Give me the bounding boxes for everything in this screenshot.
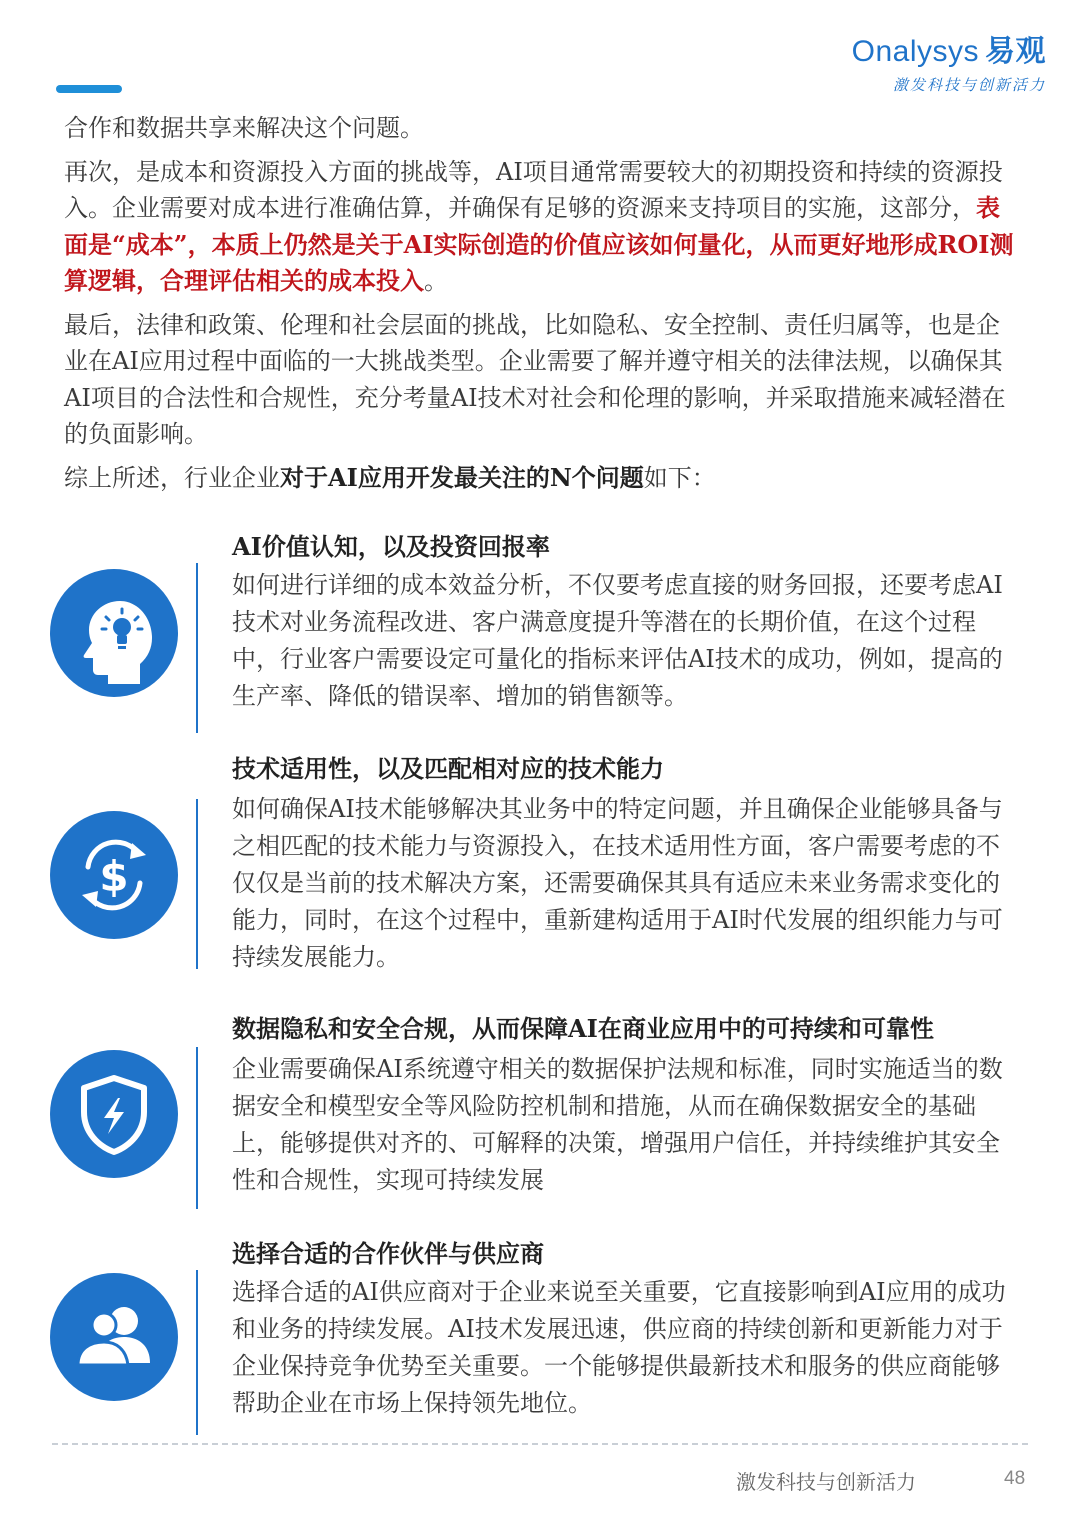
logo-wordmark bbox=[852, 26, 1046, 70]
paragraph-4-end: 如下： bbox=[643, 463, 716, 492]
paragraph-2-text: 再次，是成本和资源投入方面的挑战等，AI项目通常需要较大的初期投资和持续的资源投入。企业需要对成本进行准确估算，并确保有足够的资源来支持项目的实施，这部分， bbox=[64, 157, 1003, 222]
users-icon bbox=[50, 1273, 178, 1401]
section-divider bbox=[196, 1047, 198, 1209]
section-body: 选择合适的AI供应商对于企业来说至关重要，它直接影响到AI应用的成功和业务的持续发展。AI技术发展迅速，供应商的持续创新和更新能力对于企业保持竞争优势至关重要。一个能够提供最新技术和服务的供应商能够帮助企业在市场上保持领先地位。 bbox=[232, 1278, 1006, 1417]
section-title: 选择合适的合作伙伴与供应商 bbox=[232, 1239, 544, 1268]
svg-text:$: $ bbox=[99, 852, 129, 901]
intro-text bbox=[64, 110, 1019, 503]
section-body: 企业需要确保AI系统遵守相关的数据保护法规和标准，同时实施适当的数据安全和模型安全等风险防控机制和措施，从而在确保数据安全的基础上，能够提供对齐的、可解释的决策，增强用户信任，并持续维护其安全性和合规性，实现可持续发展 bbox=[232, 1055, 1003, 1194]
paragraph-4-emphasis: 对于AI应用开发最关注的N个问题 bbox=[280, 462, 644, 492]
section-title: AI价值认知，以及投资回报率 bbox=[232, 532, 550, 561]
paragraph-4-text: 综上所述，行业企业 bbox=[64, 463, 280, 492]
logo-latin: Onalysys bbox=[851, 35, 979, 68]
section-divider bbox=[196, 563, 198, 733]
paragraph-1: 合作和数据共享来解决这个问题。 bbox=[64, 114, 424, 142]
paragraph-4 bbox=[64, 460, 1019, 497]
dollar-cycle-icon bbox=[50, 811, 178, 939]
section-title: 技术适用性，以及匹配相对应的技术能力 bbox=[232, 754, 664, 783]
section-body: 如何进行详细的成本效益分析，不仅要考虑直接的财务回报，还要考虑AI技术对业务流程改进、客户满意度提升等潜在的长期价值，在这个过程中，行业客户需要设定可量化的指标来评估AI技术的成功，例如，提高的生产率、降低的错误率、增加的销售额等。 bbox=[232, 571, 1003, 710]
footer-divider bbox=[52, 1443, 1028, 1445]
lightbulb-head-icon bbox=[50, 569, 178, 697]
paragraph-2 bbox=[64, 154, 1019, 300]
paragraph-2-highlight: 表面是“成本”，本质上仍然是关于AI实际创造的价值应该如何量化，从而更好地形成ROI测算逻辑，合理评估相关的成本投入 bbox=[64, 193, 1014, 295]
brand-logo bbox=[852, 26, 1046, 95]
header-accent-bar bbox=[56, 85, 122, 93]
section-title: 数据隐私和安全合规，从而保障AI在商业应用中的可持续和可靠性 bbox=[232, 1014, 934, 1043]
paragraph-2-end: 。 bbox=[424, 267, 448, 295]
section-divider bbox=[196, 799, 198, 969]
paragraph-3: 最后，法律和政策、伦理和社会层面的挑战，比如隐私、安全控制、责任归属等，也是企业在AI应用过程中面临的一大挑战类型。企业需要了解并遵守相关的法律法规，以确保其AI项目的合法性和合规性，充分考量AI技术对社会和伦理的影响，并采取措施来减轻潜在的负面影响。 bbox=[64, 310, 1006, 448]
logo-cn: 易观 bbox=[985, 34, 1046, 69]
shield-bolt-icon bbox=[50, 1050, 178, 1178]
logo-tagline: 激发科技与创新活力 bbox=[892, 76, 1046, 94]
footer-tagline: 激发科技与创新活力 bbox=[736, 1470, 916, 1494]
section-divider bbox=[196, 1270, 198, 1435]
section-body: 如何确保AI技术能够解决其业务中的特定问题，并且确保企业能够具备与之相匹配的技术能力与资源投入，在技术适用性方面，客户需要考虑的不仅仅是当前的技术解决方案，还需要确保其具有适应未来业务需求变化的能力，同时，在这个过程中，重新建构适用于AI时代发展的组织能力与可持续发展能力。 bbox=[232, 795, 1003, 971]
page-number: 48 bbox=[1004, 1468, 1026, 1489]
